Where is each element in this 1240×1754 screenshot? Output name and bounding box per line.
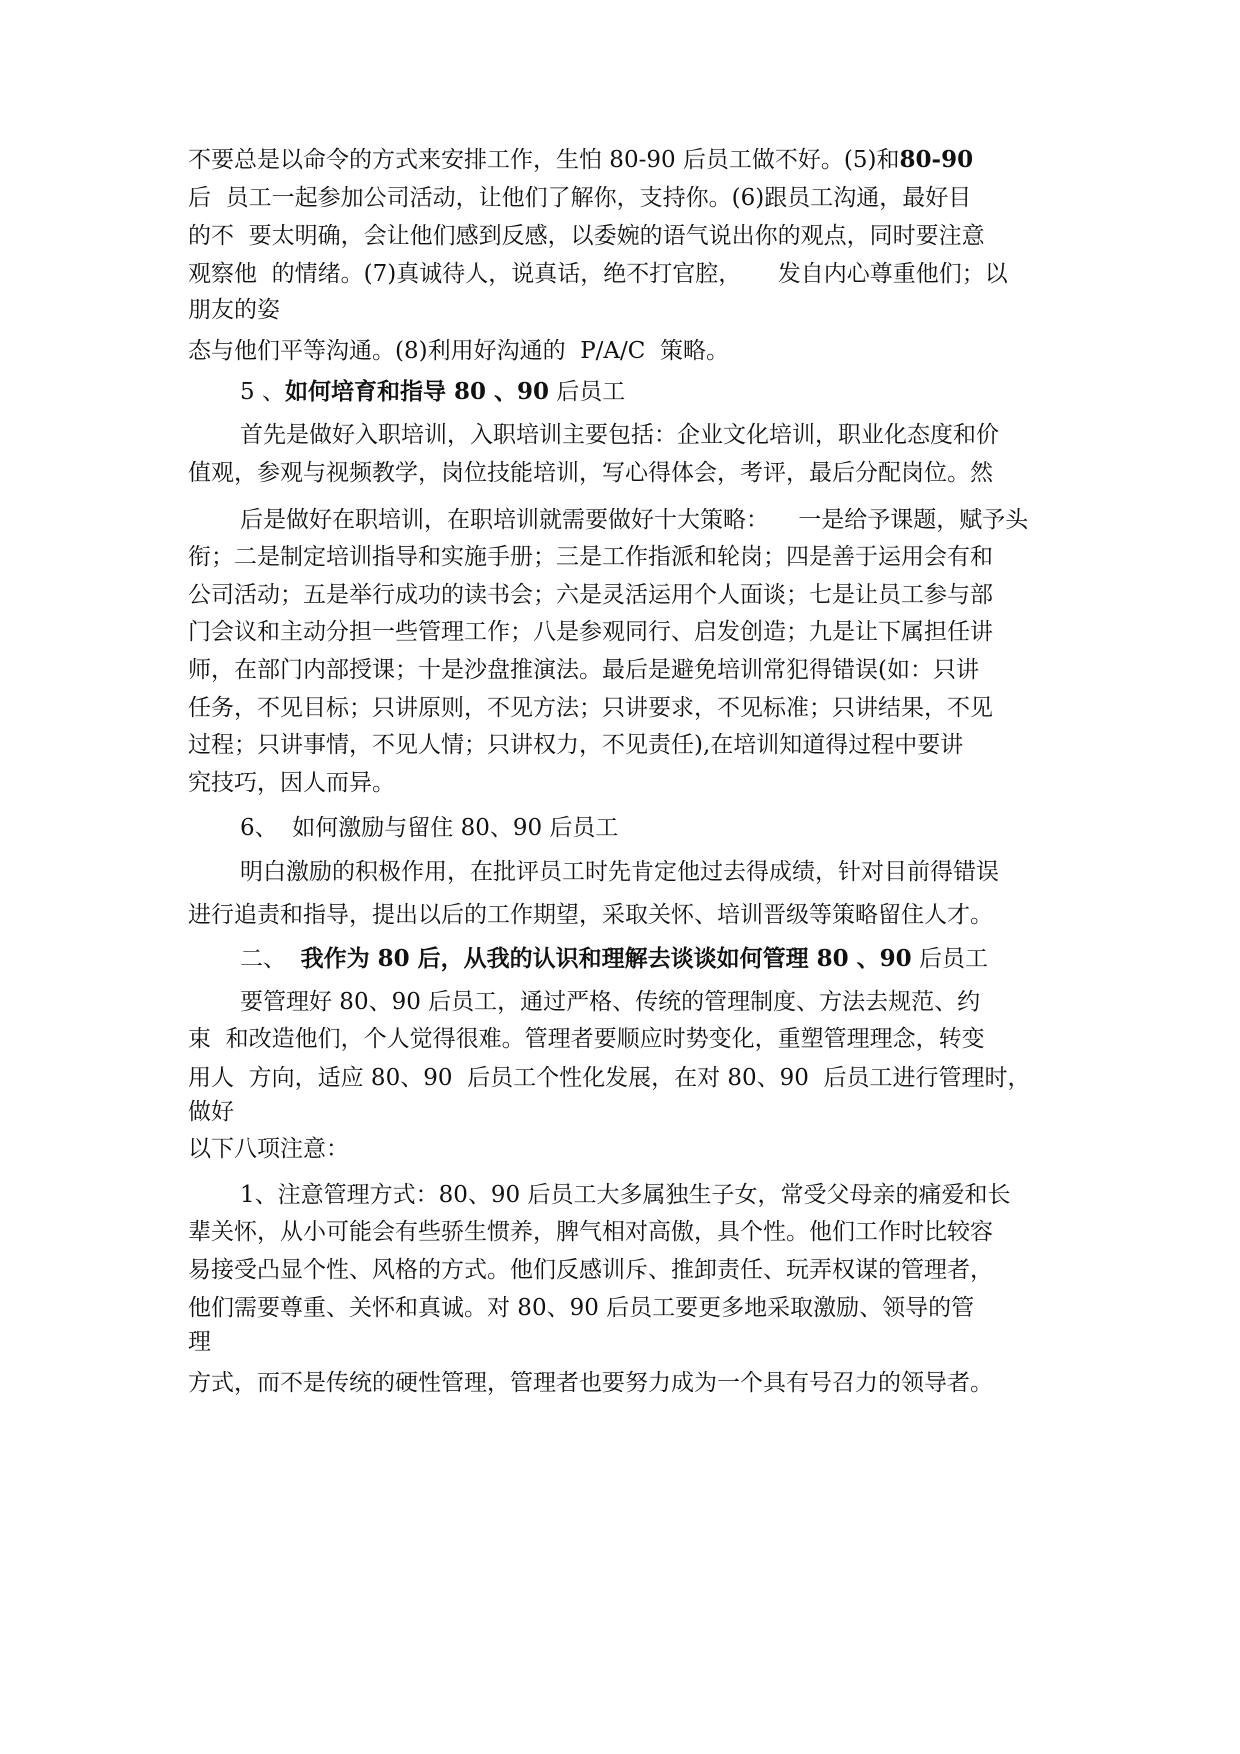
- paragraph-line: 门会议和主动分担一些管理工作；八是参观同行、启发创造；九是让下属担任讲: [188, 619, 993, 645]
- paragraph-line: 值观，参观与视频教学，岗位技能培训，写心得体会，考评，最后分配岗位。然: [188, 460, 993, 486]
- paragraph-line: 师，在部门内部授课；十是沙盘推演法。最后是避免培训常犯得错误(如：只讲: [188, 657, 979, 683]
- paragraph-line: 他们需要尊重、关怀和真诚。对 80、90 后员工要更多地采取激励、领导的管: [188, 1295, 975, 1321]
- paragraph-line: 衔；二是制定培训指导和实施手册；三是工作指派和轮岗；四是善于运用会有和: [188, 544, 993, 570]
- paragraph-line: 观察他 的情绪。(7)真诚待人，说真话，绝不打官腔， 发自内心尊重他们；以: [188, 261, 1008, 287]
- paragraph-line: 朋友的姿: [188, 297, 280, 323]
- paragraph-line: 易接受凸显个性、风格的方式。他们反感训斥、推卸责任、玩弄权谋的管理者，: [188, 1257, 993, 1283]
- bold-text-run: 80-90: [899, 146, 974, 173]
- paragraph-line: 首先是做好入职培训，入职培训主要包括：企业文化培训，职业化态度和价: [240, 422, 999, 448]
- heading-number: 5 、: [240, 379, 285, 405]
- heading-suffix: 后员工: [548, 379, 626, 405]
- paragraph-line: 束 和改造他们，个人觉得很难。管理者要顺应时势变化，重塑管理理念，转变: [188, 1026, 985, 1052]
- section-heading: [240, 377, 625, 407]
- paragraph-line: 态与他们平等沟通。(8)利用好沟通的 P/A/C 策略。: [188, 338, 730, 364]
- paragraph-line: [188, 145, 973, 175]
- paragraph-line: 辈关怀，从小可能会有些骄生惯养，脾气相对高傲，具个性。他们工作时比较容: [188, 1219, 993, 1245]
- paragraph-line: 过程；只讲事情，不见人情；只讲权力，不见责任),在培训知道得过程中要讲: [188, 732, 964, 758]
- paragraph-line: 用人 方向，适应 80、90 后员工个性化发展，在对 80、90 后员工进行管理时，: [188, 1065, 1031, 1091]
- paragraph-line: 的不 要太明确，会让他们感到反感，以委婉的语气说出你的观点，同时要注意: [188, 223, 985, 249]
- paragraph-line: 要管理好 80、90 后员工，通过严格、传统的管理制度、方法去规范、约: [240, 989, 981, 1015]
- paragraph-line: 任务，不见目标；只讲原则，不见方法；只讲要求，不见标准；只讲结果，不见: [188, 695, 993, 721]
- section-heading: 6、 如何激励与留住 80、90 后员工: [240, 815, 619, 841]
- section-heading: [240, 944, 988, 974]
- paragraph-line: 后 员工一起参加公司活动，让他们了解你，支持你。(6)跟员工沟通，最好目: [188, 185, 972, 211]
- paragraph-line: 做好: [188, 1099, 234, 1125]
- heading-number: 二、: [240, 946, 286, 972]
- paragraph-line: 究技巧，因人而异。: [188, 770, 395, 796]
- paragraph-line: 1、注意管理方式：80、90 后员工大多属独生子女，常受父母亲的痛爱和长: [240, 1182, 1011, 1208]
- paragraph-line: 以下八项注意：: [188, 1136, 349, 1162]
- paragraph-line: 明白激励的积极作用，在批评员工时先肯定他过去得成绩，针对目前得错误: [240, 859, 999, 885]
- heading-text: 如何培育和指导 80 、90: [284, 378, 549, 405]
- paragraph-line: 理: [188, 1329, 211, 1355]
- heading-text: 我作为 80 后，从我的认识和理解去谈谈如何管理 80 、90: [300, 945, 912, 972]
- paragraph-line: 后是做好在职培训，在职培训就需要做好十大策略： 一是给予课题，赋予头: [240, 507, 1029, 533]
- text-run: 不要总是以命令的方式来安排工作，生怕 80-90 后员工做不好。(5)和: [188, 147, 900, 173]
- paragraph-line: 方式，而不是传统的硬性管理，管理者也要努力成为一个具有号召力的领导者。: [188, 1370, 993, 1396]
- paragraph-line: 进行追责和指导，提出以后的工作期望，采取关怀、培训晋级等策略留住人才。: [188, 902, 993, 928]
- heading-suffix: 后员工: [911, 946, 988, 972]
- paragraph-line: 公司活动；五是举行成功的读书会；六是灵活运用个人面谈；七是让员工参与部: [188, 582, 993, 608]
